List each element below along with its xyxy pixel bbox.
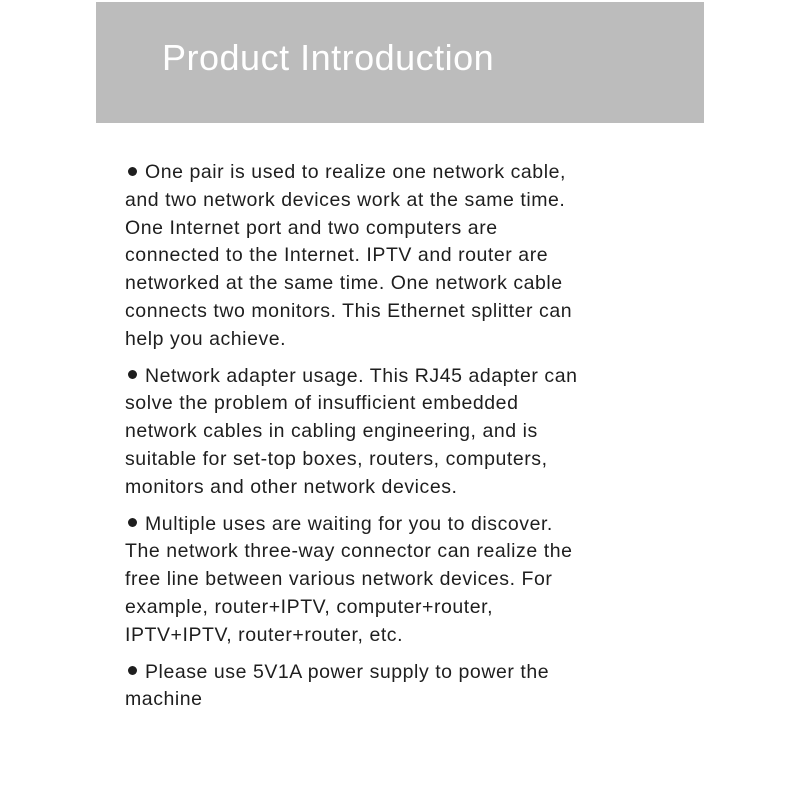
bullet-line-text: Please use 5V1A power supply to power the: [145, 660, 550, 683]
header-band: [96, 2, 704, 123]
bullet-item: [125, 363, 680, 502]
bullet-line: example, router+IPTV, computer+router,: [125, 595, 494, 618]
bullet-line: [125, 659, 680, 687]
page-title: Product Introduction: [162, 37, 495, 78]
bullet-line: One Internet port and two computers are: [125, 216, 498, 239]
bullet-line-text: One pair is used to realize one network cable,: [145, 161, 566, 183]
bullet-item: [125, 159, 680, 354]
bullet-line-text: Multiple uses are waiting for you to discover.: [145, 512, 553, 535]
bullet-line: IPTV+IPTV, router+router, etc.: [125, 623, 404, 646]
bullet-dot-icon: [128, 518, 137, 527]
bullet-line: monitors and other network devices.: [125, 475, 458, 498]
bullet-line: suitable for set-top boxes, routers, computers,: [125, 447, 548, 470]
bullet-dot-icon: [128, 167, 137, 176]
bullet-line: network cables in cabling engineering, and is: [125, 420, 538, 443]
bullet-line: machine: [125, 688, 203, 711]
bullet-line: connects two monitors. This Ethernet splitter can: [125, 299, 573, 322]
bullet-item: [125, 659, 680, 715]
bullet-line: [125, 159, 680, 187]
bullet-line: The network three-way connector can realize the: [125, 540, 573, 563]
bullet-dot-icon: [128, 370, 137, 379]
bullet-line: and two network devices work at the same time.: [125, 188, 566, 211]
bullet-line: networked at the same time. One network cable: [125, 272, 563, 295]
bullet-line: free line between various network devices. For: [125, 568, 553, 591]
bullet-line: connected to the Internet. IPTV and router are: [125, 244, 549, 267]
bullet-line: [125, 363, 680, 391]
intro-content: [125, 159, 680, 723]
bullet-line-text: Network adapter usage. This RJ45 adapter can: [145, 364, 578, 387]
bullet-line: help you achieve.: [125, 327, 287, 350]
bullet-item: [125, 511, 680, 650]
bullet-dot-icon: [128, 666, 137, 675]
bullet-line: solve the problem of insufficient embedded: [125, 392, 519, 415]
bullet-line: [125, 511, 680, 539]
